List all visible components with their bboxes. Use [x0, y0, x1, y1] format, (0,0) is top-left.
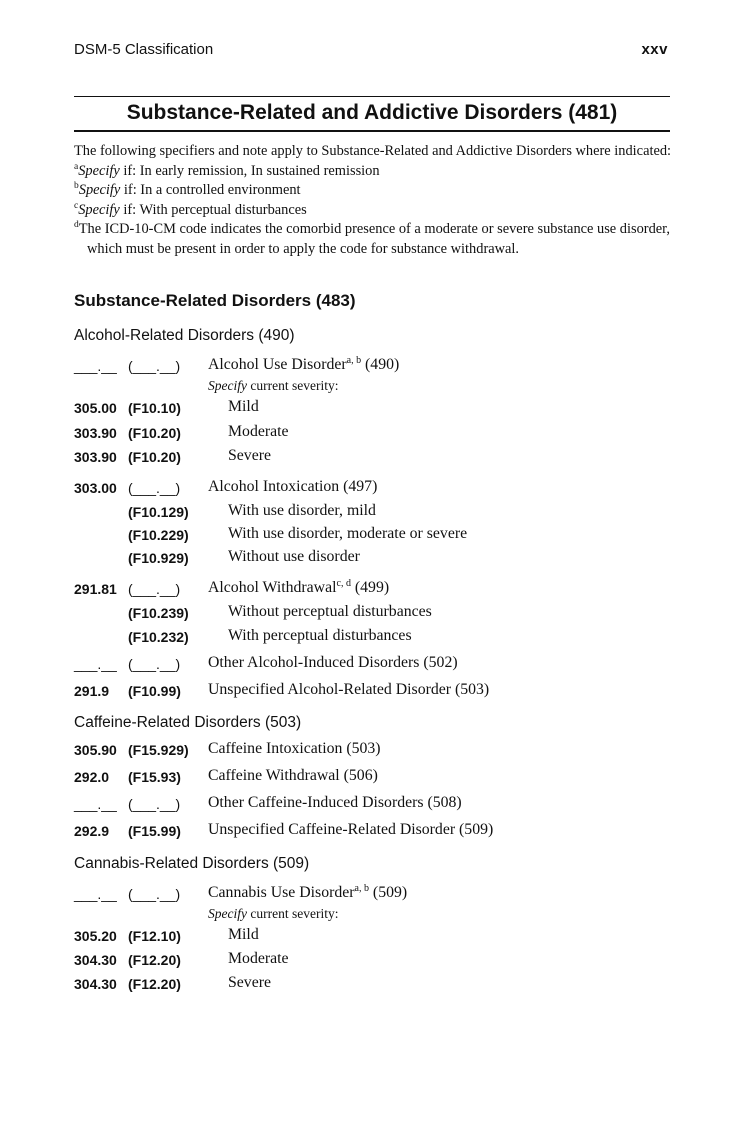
disorder-label: Unspecified Caffeine-Related Disorder (509) [208, 821, 494, 838]
icd9-code: 292.0 [74, 769, 110, 785]
alcohol-intoxication-subtype-row [74, 525, 674, 547]
icd10-code: (F10.10) [128, 400, 181, 416]
icd10-code: (___.__) [128, 480, 181, 496]
alcohol-intoxication-subtype-row [74, 502, 674, 524]
disorder-label: Caffeine Withdrawal (506) [208, 767, 378, 784]
icd9-code: 305.20 [74, 928, 117, 944]
icd9-code: 303.90 [74, 449, 117, 465]
icd10-code: (F12.20) [128, 952, 181, 968]
icd9-code: 304.30 [74, 952, 117, 968]
icd10-code: (___.__) [128, 581, 181, 597]
cannabis-severity-row [74, 974, 674, 996]
note-d: $^d$The ICD-10-CM code indicates the comorbid presence of a moderate or severe substance use disorder, which must be present in order to apply the code for substance withdrawal. [74, 220, 670, 257]
icd10-code: (___.__) [128, 886, 181, 902]
severity-label: Severe [228, 974, 271, 991]
disorder-label: Alcohol Intoxication (497) [208, 478, 378, 495]
icd10-code: (F12.20) [128, 976, 181, 992]
subtype-label: With use disorder, mild [228, 502, 376, 519]
icd9-code: ___.__ [74, 656, 117, 672]
intro-lead: The following specifiers and note apply to Substance-Related and Addictive Disorders where indicated: [74, 143, 672, 159]
icd9-code: 304.30 [74, 976, 117, 992]
icd9-code: ___.__ [74, 796, 117, 812]
subtype-label: With use disorder, moderate or severe [228, 525, 468, 542]
subtype-label: With perceptual disturbances [228, 627, 412, 644]
severity-label: Moderate [228, 423, 289, 440]
icd9-code: 305.00 [74, 400, 117, 416]
icd10-code: (___.__) [128, 358, 181, 374]
disorder-label: Other Alcohol-Induced Disorders (502) [208, 654, 458, 671]
disorder-label: Alcohol Use Disorder$^{a, b}$ (490) [208, 355, 400, 373]
icd9-code: 292.9 [74, 823, 110, 839]
icd10-code: (F10.929) [128, 550, 189, 566]
note-a: $^a$Specify if: In early remission, In sustained remission [74, 161, 380, 179]
title-rule-top [74, 96, 670, 97]
section-title-page: (481) [568, 101, 618, 124]
cannabis-heading: Cannabis-Related Disorders (509) [74, 855, 310, 872]
icd10-code: (F10.20) [128, 449, 181, 465]
alcohol-heading: Alcohol-Related Disorders (490) [74, 327, 295, 344]
disorder-label: Caffeine Intoxication (503) [208, 740, 381, 757]
alcohol-severity-row [74, 423, 674, 445]
disorder-label: Alcohol Withdrawal$^{c, d}$ (499) [208, 578, 390, 596]
icd10-code: (F10.232) [128, 629, 189, 645]
disorder-label: Cannabis Use Disorder$^{a, b}$ (509) [208, 883, 408, 901]
alcohol-unspecified-row [74, 681, 674, 703]
alcohol-withdrawal-subtype-row [74, 603, 674, 625]
icd10-code: (F15.99) [128, 823, 181, 839]
caffeine-row [74, 821, 674, 843]
severity-label: Mild [228, 398, 259, 415]
caffeine-row [74, 740, 674, 762]
icd9-code: ___.__ [74, 358, 117, 374]
icd10-code: (F10.20) [128, 425, 181, 441]
page-number: xxv [641, 41, 668, 58]
disorder-label: Other Caffeine-Induced Disorders (508) [208, 794, 462, 811]
caffeine-heading: Caffeine-Related Disorders (503) [74, 714, 302, 731]
subsection-heading: Substance-Related Disorders (483) [74, 291, 356, 310]
disorder-label: Unspecified Alcohol-Related Disorder (503) [208, 681, 490, 698]
severity-label: Moderate [228, 950, 289, 967]
alcohol-severity-row [74, 447, 674, 469]
icd9-code: 291.81 [74, 581, 117, 597]
running-head: DSM-5 Classification [74, 41, 214, 58]
caffeine-row [74, 794, 674, 816]
note-c: $^c$Specify if: With perceptual disturbances [74, 200, 307, 218]
caffeine-row [74, 767, 674, 789]
section-title-text: Substance-Related and Addictive Disorders [126, 101, 563, 124]
icd10-code: (___.__) [128, 656, 181, 672]
icd9-code: 305.90 [74, 742, 117, 758]
icd10-code: (F10.129) [128, 504, 189, 520]
cannabis-severity-row [74, 926, 674, 948]
subtype-label: Without use disorder [228, 548, 360, 565]
title-rule-bottom [74, 130, 670, 132]
alcohol-severity-note: Specify current severity: [208, 378, 339, 393]
icd10-code: (F10.239) [128, 605, 189, 621]
cannabis-use-disorder-row [74, 884, 674, 906]
severity-label: Severe [228, 447, 271, 464]
alcohol-withdrawal-row [74, 579, 674, 601]
section-title [74, 101, 670, 125]
icd10-code: (F15.93) [128, 769, 181, 785]
note-b: $^b$Specify if: In a controlled environment [74, 181, 301, 198]
alcohol-intoxication-row [74, 478, 674, 500]
alcohol-withdrawal-subtype-row [74, 627, 674, 649]
icd10-code: (F10.229) [128, 527, 189, 543]
severity-label: Mild [228, 926, 259, 943]
icd9-code: 303.90 [74, 425, 117, 441]
alcohol-severity-row [74, 398, 674, 420]
alcohol-use-disorder-row [74, 356, 674, 378]
icd9-code: 303.00 [74, 480, 117, 496]
icd10-code: (F15.929) [128, 742, 189, 758]
alcohol-intoxication-subtype-row [74, 548, 674, 570]
icd9-code: 291.9 [74, 683, 110, 699]
specifier-notes [74, 142, 674, 259]
icd10-code: (F12.10) [128, 928, 181, 944]
alcohol-other-row [74, 654, 674, 676]
icd10-code: (___.__) [128, 796, 181, 812]
icd9-code: ___.__ [74, 886, 117, 902]
icd10-code: (F10.99) [128, 683, 181, 699]
cannabis-severity-note: Specify current severity: [208, 906, 339, 921]
subtype-label: Without perceptual disturbances [228, 603, 432, 620]
cannabis-severity-row [74, 950, 674, 972]
